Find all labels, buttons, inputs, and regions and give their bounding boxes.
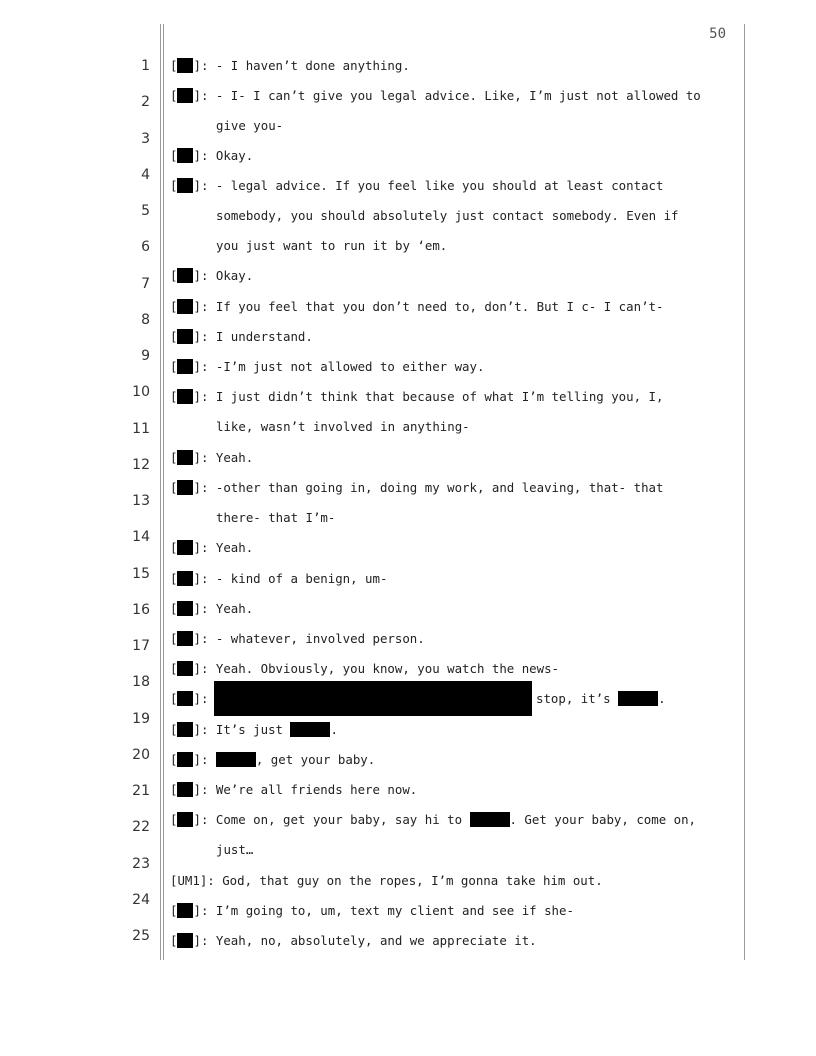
line-number: 19 <box>132 711 150 727</box>
line-number: 13 <box>132 493 150 509</box>
transcript-line: [ ]: We’re all friends here now. <box>170 782 418 797</box>
line-number: 16 <box>132 602 150 618</box>
speaker-redaction <box>177 480 193 495</box>
transcript-line: [ ]: Okay. <box>170 268 254 283</box>
transcript-line: [ ]: I just didn’t think that because of what I’m telling you, I, <box>170 389 664 404</box>
left-margin-rule-inner <box>163 24 164 960</box>
transcript-line-continuation: like, wasn’t involved in anything- <box>216 419 470 434</box>
line-number: 10 <box>132 384 150 400</box>
speaker-redaction <box>177 782 193 797</box>
speaker-redaction <box>177 359 193 374</box>
speaker-redaction <box>177 148 193 163</box>
line-number: 5 <box>141 203 150 219</box>
speaker-redaction <box>177 88 193 103</box>
speaker-redaction <box>177 903 193 918</box>
speaker-redaction <box>177 631 193 646</box>
speaker-redaction <box>177 601 193 616</box>
speaker-redaction <box>177 722 193 737</box>
transcript-line: [ ]: - legal advice. If you feel like you should at least contact <box>170 178 664 193</box>
speaker-redaction <box>177 571 193 586</box>
speaker-redaction <box>177 268 193 283</box>
line-number: 6 <box>141 239 150 255</box>
name-redaction <box>216 752 256 767</box>
line-number: 11 <box>132 421 150 437</box>
transcript-line-continuation: somebody, you should absolutely just contact somebody. Even if <box>216 208 679 223</box>
line-number: 3 <box>141 131 150 147</box>
transcript-line: [ ]: I’m going to, um, text my client and see if she- <box>170 903 574 918</box>
line-number: 2 <box>141 94 150 110</box>
transcript-line: [ ]: , get your baby. <box>170 752 376 767</box>
speaker-redaction <box>177 389 193 404</box>
transcript-line: [ ]: - whatever, involved person. <box>170 631 425 646</box>
name-redaction <box>290 722 330 737</box>
speaker-redaction <box>177 450 193 465</box>
line-number: 9 <box>141 348 150 364</box>
left-margin-rule <box>160 24 161 960</box>
block-redaction <box>214 681 532 716</box>
line-number: 21 <box>132 783 150 799</box>
line-number: 18 <box>132 674 150 690</box>
transcript-line-continuation: give you- <box>216 118 284 133</box>
transcript-line: [ ]: It’s just . <box>170 722 338 737</box>
transcript-line: [ ]: - I- I can’t give you legal advice. Like, I’m just not allowed to <box>170 88 701 103</box>
transcript-line: [ ]: Yeah. <box>170 540 254 555</box>
line-number: 24 <box>132 892 150 908</box>
line-number: 14 <box>132 529 150 545</box>
line-number: 8 <box>141 312 150 328</box>
speaker-redaction <box>177 58 193 73</box>
transcript-line: [ ]: -other than going in, doing my work, and leaving, that- that <box>170 480 664 495</box>
line-number: 22 <box>132 819 150 835</box>
speaker-redaction <box>177 933 193 948</box>
transcript-line: [ ]: Come on, get your baby, say hi to . Get your baby, come on, <box>170 812 696 827</box>
line-number: 17 <box>132 638 150 654</box>
speaker-redaction <box>177 752 193 767</box>
line-number: 7 <box>141 276 150 292</box>
right-margin-rule <box>744 24 745 960</box>
speaker-redaction <box>177 691 193 706</box>
transcript-line: [ ]: If you feel that you don’t need to, don’t. But I c- I can’t- <box>170 299 664 314</box>
line-number: 25 <box>132 928 150 944</box>
transcript-line-continuation: you just want to run it by ‘em. <box>216 238 448 253</box>
line-number: 15 <box>132 566 150 582</box>
transcript-line: [ ]: <box>170 691 209 706</box>
transcript-line: [ ]: - kind of a benign, um- <box>170 571 388 586</box>
speaker-redaction <box>177 329 193 344</box>
transcript-line-continuation: just… <box>216 842 254 857</box>
transcript-line: [UM1]: God, that guy on the ropes, I’m gonna take him out. <box>170 873 603 888</box>
speaker-redaction <box>177 178 193 193</box>
transcript-line-continuation: there- that I’m- <box>216 510 336 525</box>
transcript-line: [ ]: Yeah. Obviously, you know, you watch the news- <box>170 661 560 676</box>
line-number: 1 <box>141 58 150 74</box>
line-number: 23 <box>132 856 150 872</box>
line-number: 20 <box>132 747 150 763</box>
transcript-line: [ ]: Yeah. <box>170 450 254 465</box>
transcript-line: [ ]: Yeah. <box>170 601 254 616</box>
name-redaction <box>618 691 658 706</box>
transcript-line: [ ]: - I haven’t done anything. <box>170 58 410 73</box>
transcript-line: [ ]: Yeah, no, absolutely, and we appreciate it. <box>170 933 537 948</box>
line-number: 12 <box>132 457 150 473</box>
transcript-line: [ ]: I understand. <box>170 329 313 344</box>
speaker-redaction <box>177 812 193 827</box>
transcript-line-fragment: stop, it’s . <box>536 691 666 706</box>
line-number: 4 <box>141 167 150 183</box>
transcript-line: [ ]: Okay. <box>170 148 254 163</box>
speaker-redaction <box>177 299 193 314</box>
transcript-line: [ ]: -I’m just not allowed to either way. <box>170 359 485 374</box>
speaker-redaction <box>177 540 193 555</box>
speaker-redaction <box>177 661 193 676</box>
page-number: 50 <box>709 26 726 42</box>
name-redaction <box>470 812 510 827</box>
